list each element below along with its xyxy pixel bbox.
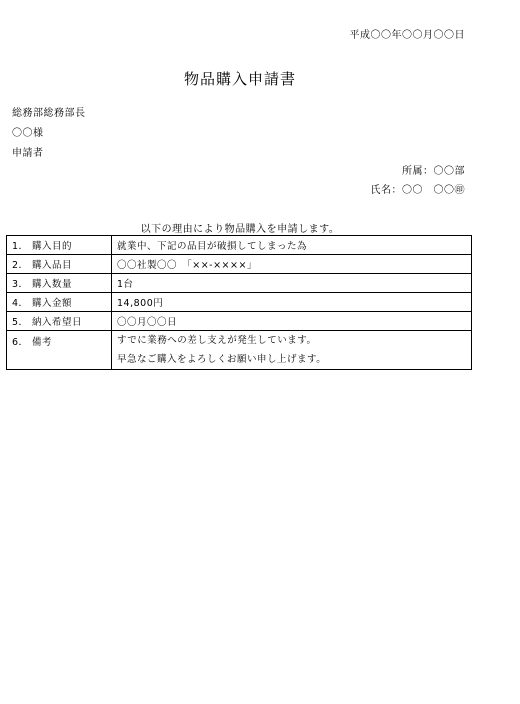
- applicant-name: 氏名：〇〇 〇〇㊞: [370, 185, 465, 196]
- row-label: 購入品目: [32, 260, 73, 271]
- row-value: 〇〇社製〇〇 「××-××××」: [112, 255, 472, 274]
- row-label: 納入希望日: [32, 317, 83, 328]
- table-row: [7, 331, 472, 370]
- applicant-label: 申請者: [12, 148, 44, 159]
- row-value: 1台: [112, 274, 472, 293]
- row-value: 就業中、下記の品目が破損してしまった為: [112, 236, 472, 255]
- table-row: [7, 236, 472, 255]
- applicant-department: 所属：〇〇部: [402, 166, 465, 177]
- table-row: [7, 293, 472, 312]
- addressee-name: 〇〇様: [12, 128, 44, 139]
- document-date: 平成〇〇年〇〇月〇〇日: [349, 30, 465, 41]
- table-row: [7, 312, 472, 331]
- intro-text: 以下の理由により物品購入を申請します。: [140, 224, 340, 235]
- row-label: 購入数量: [32, 279, 73, 290]
- row-label: 購入目的: [32, 241, 73, 252]
- row-label-cell: [7, 293, 112, 312]
- row-label-cell: [7, 274, 112, 293]
- table-row: [7, 255, 472, 274]
- request-table: [6, 235, 472, 370]
- row-label-cell: [7, 236, 112, 255]
- row-label-cell: [7, 312, 112, 331]
- row-number: 4．: [12, 298, 29, 309]
- row-value: 〇〇月〇〇日: [112, 312, 472, 331]
- row-value: 14,800円: [112, 293, 472, 312]
- row-number: 5．: [12, 317, 29, 328]
- row-label: 備考: [32, 337, 53, 348]
- addressee-department: 総務部総務部長: [12, 108, 86, 119]
- table-row: [7, 274, 472, 293]
- row-value: [112, 331, 472, 370]
- row-label-cell: [7, 331, 112, 370]
- row-number: 3．: [12, 279, 29, 290]
- row-number: 6．: [12, 337, 29, 348]
- remarks-line-1: すでに業務への差し支えが発生しています。: [117, 335, 317, 346]
- row-label-cell: [7, 255, 112, 274]
- row-label: 購入金額: [32, 298, 73, 309]
- row-number: 2．: [12, 260, 29, 271]
- row-number: 1．: [12, 241, 29, 252]
- document-title: 物品購入申請書: [183, 70, 296, 88]
- remarks-line-2: 早急なご購入をよろしくお願い申し上げます。: [117, 354, 327, 365]
